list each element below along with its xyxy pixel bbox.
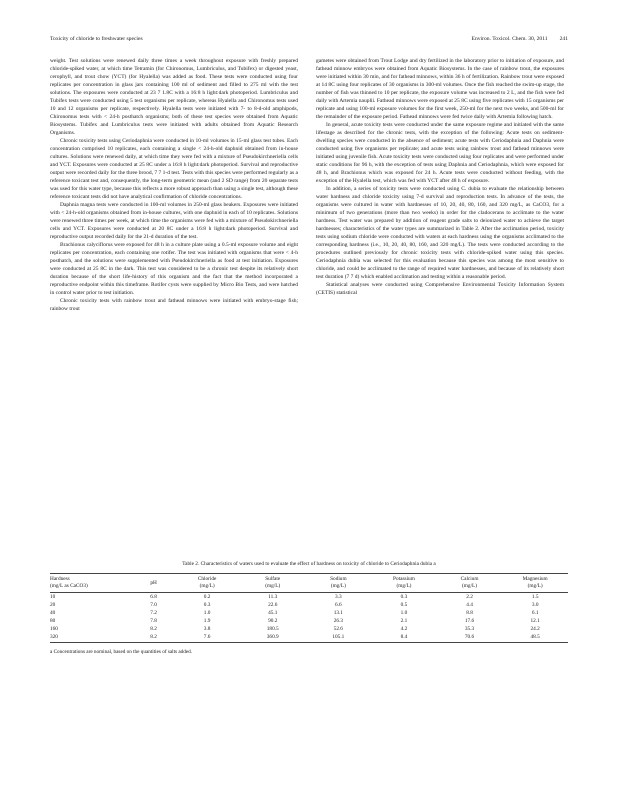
table-cell: 180.5	[266, 626, 279, 633]
col-chloride: Chloride (mg/L)	[197, 576, 217, 589]
table-cell: 90.2	[268, 618, 278, 625]
table-cell: 0.3	[400, 593, 408, 600]
left-column	[50, 57, 298, 314]
table-cell: 4.2	[400, 626, 408, 633]
table-cell: 26.3	[333, 618, 343, 625]
table-cell: 360.9	[266, 634, 279, 641]
paragraph: In general, acute toxicity tests were conducted under the same exposure regime and initiated with the same lifestage as described for the chronic tests, with the exception of the following: Acute tests on sediment-dwelling species were conducted in the absence of sediment; acute tests with Ceriodaphnia and Daphnia were conducted using five organisms per replicate; and acute tests using rainbow trout and fathead minnows were initiated using juvenile fish. Acute toxicity tests were conducted using four replicates and were performed under static conditions for 96 h, with the exception of tests using Daphnia and Ceriodaphnia, which were exposed for 48 h, and Brachionus which was exposed for 24 h. Acute tests were conducted without feeding, with the exception of the Hyalella test, which was fed with YCT after 48 h of exposure.	[316, 122, 564, 185]
table-cell: 2.2	[466, 593, 473, 600]
table-cell: 320	[50, 634, 58, 641]
table-cell: 22.6	[268, 601, 278, 608]
table-cell: 160	[50, 626, 58, 633]
table-cell: 10	[50, 593, 56, 600]
table-2	[50, 561, 568, 656]
paragraph: Brachionus calyciflorus were exposed for 48 h in a culture plate using a 0.5-ml exposure volume and eight replicates per concentration, each containing one rotifer. The test was initiated with organisms that were < 4-h posthatch, and the solutions were supplemented with Pseudokirchneriella as food at test initiation. Exposures were conducted at 25 8C in the dark. This test was considered to be a chronic test despite its relatively short duration because of the short life-history of this organism and the fact that the method incorporated a reproductive endpoint within this timeframe. Rotifer cysts were supplied by Micro Bio Tests, and were hatched in control water prior to test initiation.	[50, 242, 298, 297]
table-cell: 3.3	[335, 593, 342, 600]
paragraph: In addition, a series of toxicity tests were conducted using C. dubia to evaluate the relationship between water hardness and chloride toxicity using 7-d survival and reproduction tests. In advance of the tests, the organisms were cultured in water with hardnesses of 10, 20, 40, 80, 160, and 320 mg/L, as CaCO3, for a minimum of two generations (more than two weeks) in order for the cladocerans to acclimate to the water hardness. Test water was prepared by addition of reagent grade salts to deionized water to achieve the target hardnesses; characteristics of the water types are summarized in Table 2. After the acclimation period, toxicity tests using sodium chloride were conducted with waters at each hardness using the organisms acclimated to the corresponding hardness (i.e., 10, 20, 40, 80, 160, and 320 mg/L). The tests were conducted according to the procedures outlined previously for chronic toxicity tests with chloride-spiked water using this species. Ceriodaphnia dubia was selected for this evaluation because this species was among the most sensitive to chloride, and could be acclimated to the range of required water hardnesses, and because of its relatively short test duration (7 7 d) which enabled acclimation and testing within a reasonable period.	[316, 186, 564, 281]
table-cell: 4.4	[466, 601, 473, 608]
paragraph: Statistical analyses were conducted using Comprehensive Environmental Toxicity Information System (CETIS) statistical	[316, 282, 564, 297]
table-cell: 0.2	[203, 593, 211, 600]
paragraph: gametes were obtained from Trout Lodge and dry fertilized in the laboratory prior to initiation of exposure, and fathead minnow embryos were obtained from Aquatic Biosystems. In the case of rainbow trout, the exposures were initiated within 30 min, and for fathead minnows, within 36 h of fertilization. Rainbow trout were exposed at 14 8C using four replicates of 30 organisms in 300-ml volumes. Once the fish reached the swim-up stage, the number of fish was thinned to 10 per replicate, the exposure volume was increased to 2 L, and the fish were fed daily with Artemia nauplii. Fathead minnows were exposed at 25 8C using five replicates with 15 organisms per replicate and using 100-ml exposure volumes for the first week, 250-ml for the next two weeks, and 500-ml for the remainder of the exposure period. Fathead minnows were fed twice daily with Artemia following hatch.	[316, 58, 564, 121]
table-cell: 70.6	[464, 634, 475, 641]
table-footnote: a Concentrations are nominal, based on the quantities of salts added.	[50, 649, 193, 656]
table-cell: 3.8	[203, 626, 211, 633]
col-magnesium: Magnesium (mg/L)	[522, 576, 548, 589]
col-sulfate: Sulfate (mg/L)	[265, 576, 281, 589]
table-cell: 52.6	[333, 626, 343, 633]
table-bottom-rule	[50, 642, 568, 643]
table-cell: 7.8	[150, 618, 157, 625]
table-cell: 6.6	[335, 601, 342, 608]
col-potassium: Potassium (mg/L)	[393, 576, 415, 589]
table-row	[50, 634, 568, 642]
water-characteristics-table	[50, 574, 568, 642]
table-cell: 7.2	[150, 609, 157, 616]
table-cell: 12.1	[530, 618, 540, 625]
table-cell: 0.3	[203, 601, 211, 608]
table-row	[50, 601, 568, 609]
paragraph: Chronic toxicity tests using Ceriodaphnia were conducted in 10-ml volumes in 15-ml glass test tubes. Each concentration comprised 10 replicates, each containing a single < 24-h-old daphnid obtained from in-house cultures. Solutions were renewed daily, at which time they were fed with a mixture of Pseudokirchneriella cells and YCT. Exposures were conducted at 25 8C under a 16:8 h light:dark photoperiod. Survival and reproductive output were recorded daily for the three brood, 7 7 1-d test. Tests with this species were performed regularly as a reference toxicant test and, consequently, the long-term geometric mean (and 2 SD range) from 20 separate tests was used for this water type, because this reflects a more robust approach than using a single test, although these reference toxicant tests did not have analytical confirmation of chloride concentrations.	[50, 138, 298, 201]
table-cell: 8.2	[150, 634, 157, 641]
table-cell: 105.1	[332, 634, 345, 641]
table-cell: 8.2	[150, 626, 157, 633]
journal-citation: Environ. Toxicol. Chem. 30, 2011	[471, 36, 548, 42]
table-cell: 8.4	[400, 634, 408, 641]
table-cell: 1.0	[203, 609, 211, 616]
table-cell: 13.1	[333, 609, 343, 616]
table-cell: 48.5	[530, 634, 540, 641]
col-sodium: Sodium (mg/L)	[330, 576, 347, 589]
table-cell: 17.6	[464, 618, 475, 625]
table-cell: 0.5	[400, 601, 408, 608]
table-cell: 35.3	[464, 626, 475, 633]
page-number: 241	[559, 36, 568, 42]
paragraph: weight. Test solutions were renewed daily three times a week throughout exposure with freshly prepared chloride-spiked water, at which time Tetramin (for Chironomus, Lumbriculus, and Tubifex) or digested yeast, cerophyll, and trout chow (YCT) (for Hyalella) was added as food. These tests were conducted using four replicates per concentration in glass jars containing 100 ml of sediment and filled to 275 ml with the test solutions. The exposures were conducted at 23 7 1.8C with a 16:8 h light:dark photoperiod. Lumbriculus and Tubifex tests were conducted using 5 test organisms per replicate, whereas Hyalella and Chironomus tests used 10 and 12 organisms per replicate, respectively. Hyalella tests were initiated with 7- to 8-d-old amphipods, Chironomus tests with < 24-h posthatch organisms; both of these test species were obtained from Aquatic Biosystems. Tubifex and Lumbriculus tests were initiated with adults obtained from Aquatic Research Organisms.	[50, 58, 298, 137]
table-cell: 7.0	[150, 601, 157, 608]
table-cell: 11.3	[268, 593, 278, 600]
table-cell: 2.1	[400, 618, 408, 625]
running-head	[50, 36, 568, 48]
table-cell: 3.0	[531, 601, 539, 608]
table-row	[50, 609, 568, 617]
table-cell: 40	[50, 609, 56, 616]
table-header-row	[50, 574, 568, 592]
col-hardness: Hardness (mg/L as CaCO3)	[50, 576, 88, 589]
right-column	[316, 57, 564, 297]
col-calcium: Calcium (mg/L)	[460, 576, 479, 589]
table-cell: 1.9	[203, 618, 211, 625]
table-caption: Table 2. Characteristics of waters used to evaluate the effect of hardness on toxicity of chloride to Ceriodaphnia dubia a	[182, 561, 436, 567]
table-cell: 24.2	[530, 626, 540, 633]
table-cell: 8.8	[466, 609, 473, 616]
col-ph: pH	[150, 579, 157, 586]
table-cell: 6.1	[531, 609, 539, 616]
running-head-right	[472, 36, 568, 48]
table-cell: 7.6	[203, 634, 211, 641]
table-cell: 45.1	[268, 609, 278, 616]
table-row	[50, 593, 568, 601]
paragraph: Daphnia magna tests were conducted in 100-ml volumes in 250-ml glass beakers. Exposures were initiated with < 24-h-old organisms obtained from in-house cultures, with one daphnid in each of 10 replicates. Solutions were renewed three times per week, at which time the organisms were fed with a mixture of Pseudokirchneriella cells and YCT. Exposures were conducted at 20 8C under a 16:8 h light:dark photoperiod. Survival and reproductive output recorded daily for the 21-d duration of the test.	[50, 202, 298, 241]
paragraph: Chronic toxicity tests with rainbow trout and fathead minnows were initiated with embryo-stage fish; rainbow trout	[50, 298, 298, 313]
table-cell: 6.8	[150, 593, 157, 600]
table-cell: 1.0	[400, 609, 408, 616]
table-row	[50, 618, 568, 626]
table-cell: 1.5	[531, 593, 539, 600]
table-cell: 80	[50, 618, 56, 625]
table-cell: 20	[50, 601, 56, 608]
running-head-title: Toxicity of chloride to freshwater species	[50, 36, 143, 42]
table-row	[50, 626, 568, 634]
